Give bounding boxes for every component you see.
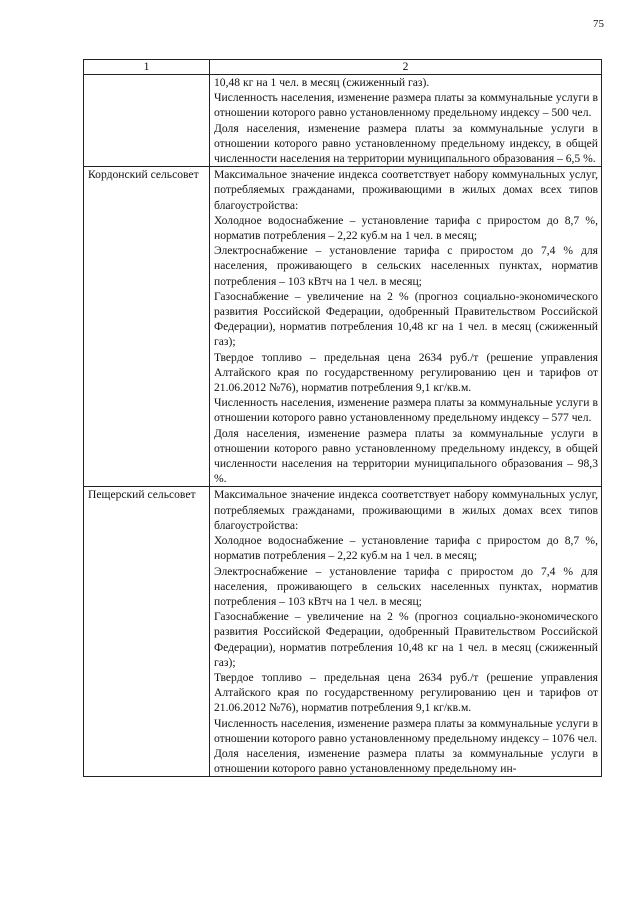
page-number: 75 bbox=[593, 18, 604, 30]
description-paragraph: Численность населения, изменение размера платы за коммунальные услуги в отношении которого равно установленному предельному индексу – 1076 чел. bbox=[214, 716, 598, 745]
indicator-table bbox=[83, 59, 602, 777]
table-row bbox=[84, 75, 602, 167]
description-paragraph: Газоснабжение – увеличение на 2 % (прогноз социально-экономического развития Российской Федерации, одобренный Правительством Российской Федерации), норматив потребления 10,48 кг на 1 чел. в месяц (сжиженный газ); bbox=[214, 610, 598, 669]
description-paragraph: Электроснабжение – установление тарифа с приростом до 7,4 % для населения, проживающего в сельских населенных пунктах, норматив потребления – 103 кВтч на 1 чел. в месяц; bbox=[214, 244, 598, 288]
description-paragraph: Доля населения, изменение размера платы за коммунальные услуги в отношении которого равно установленному предельному индексу, в общей численности населения на территории муниципального образования – 6,5 %. bbox=[214, 121, 598, 166]
description-paragraph: Доля населения, изменение размера платы за коммунальные услуги в отношении которого равно установленному предельному ин- bbox=[214, 746, 598, 776]
description-paragraph: Максимальное значение индекса соответствует набору коммунальных услуг, потребляемых гражданами, проживающими в жилых домах всех типов благоустройства: bbox=[214, 488, 598, 532]
table-header-row bbox=[84, 60, 602, 75]
description-paragraph: Холодное водоснабжение – установление тарифа с приростом до 8,7 %, норматив потребления – 2,22 куб.м на 1 чел. в месяц; bbox=[214, 213, 598, 243]
description-paragraph: Электроснабжение – установление тарифа с приростом до 7,4 % для населения, проживающего в сельских населенных пунктах, норматив потребления – 103 кВтч на 1 чел. в месяц; bbox=[214, 564, 598, 608]
description-paragraph: Численность населения, изменение размера платы за коммунальные услуги в отношении которого равно установленному предельному индексу – 500 чел. bbox=[214, 91, 598, 120]
column-header-2: 2 bbox=[210, 60, 602, 75]
settlement-name bbox=[84, 75, 210, 167]
table-row bbox=[84, 167, 602, 487]
indicator-description bbox=[210, 75, 602, 167]
description-paragraph: Максимальное значение индекса соответствует набору коммунальных услуг, потребляемых гражданами, проживающими в жилых домах всех типов благоустройства: bbox=[214, 168, 598, 212]
indicator-description bbox=[210, 487, 602, 777]
description-paragraph: Газоснабжение – увеличение на 2 % (прогноз социально-экономического развития Российской Федерации, одобренный Правительством Российской Федерации), норматив потребления 10,48 кг на 1 чел. в месяц (сжиженный газ); bbox=[214, 289, 598, 349]
description-paragraph: Холодное водоснабжение – установление тарифа с приростом до 8,7 %, норматив потребления – 2,22 куб.м на 1 чел. в месяц; bbox=[214, 534, 598, 563]
description-paragraph: Твердое топливо – предельная цена 2634 руб./т (решение управления Алтайского края по государственному регулированию цен и тарифов от 21.06.2012 №76), норматив потребления 9,1 кг/кв.м. bbox=[214, 350, 598, 395]
description-paragraph: Твердое топливо – предельная цена 2634 руб./т (решение управления Алтайского края по государственному регулированию цен и тарифов от 21.06.2012 №76), норматив потребления 9,1 кг/кв.м. bbox=[214, 670, 598, 715]
description-paragraph: Численность населения, изменение размера платы за коммунальные услуги в отношении которого равно установленному предельному индексу – 577 чел. bbox=[214, 396, 598, 425]
description-paragraph: 10,48 кг на 1 чел. в месяц (сжиженный газ). bbox=[214, 76, 430, 89]
description-paragraph: Доля населения, изменение размера платы за коммунальные услуги в отношении которого равно установленному предельному индексу, в общей численности населения на территории муниципального образования – 98,3 %. bbox=[214, 426, 598, 486]
settlement-name: Пещерский сельсовет bbox=[84, 487, 210, 777]
table-row bbox=[84, 487, 602, 777]
settlement-name: Кордонский сельсовет bbox=[84, 167, 210, 487]
column-header-1: 1 bbox=[84, 60, 210, 75]
indicator-description bbox=[210, 167, 602, 487]
